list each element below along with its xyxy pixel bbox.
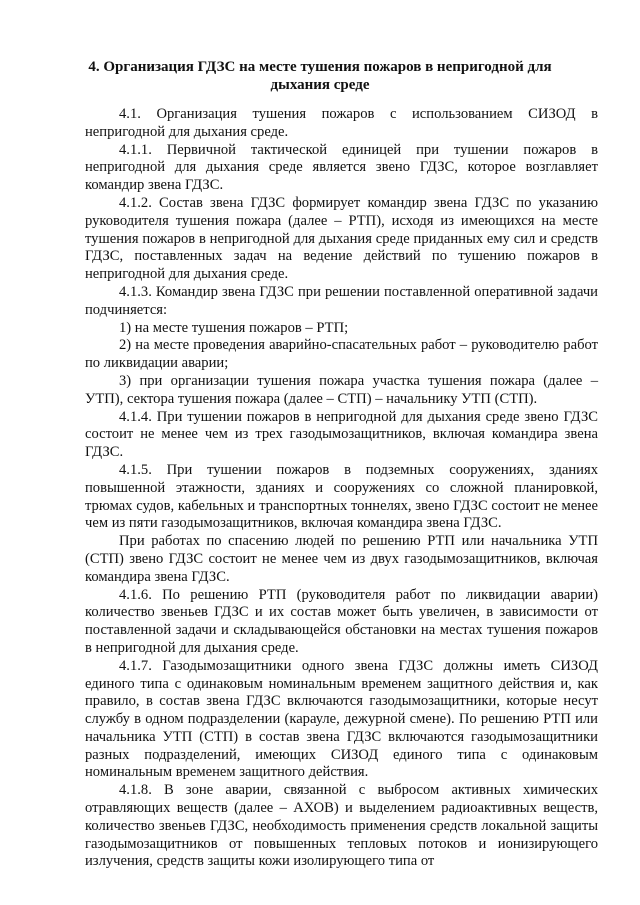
paragraph-rescue-note: При работах по спасению людей по решению РТП или начальника УТП (СТП) звено ГДЗС состоит не менее чем из двух газодымозащитников, включая командира звена ГДЗС. [85, 533, 598, 585]
paragraph-4-1-2: 4.1.2. Состав звена ГДЗС формирует командир звена ГДЗС по указанию руководителя тушения пожара (далее – РТП), исходя из имеющихся на месте тушения пожаров в непригодной для дыхания среде приданных ему сил и средств ГДЗС, поставленных задач на ведение действий по тушению пожаров в непригодной для дыхания среде. [85, 194, 598, 283]
list-item-1: 1) на месте тушения пожаров – РТП; [119, 319, 349, 336]
paragraph-4-1-8: 4.1.8. В зоне аварии, связанной с выбросом активных химических отравляющих веществ (далее – АХОВ) и выделением радиоактивных веществ, количество звеньев ГДЗС, необходимость применения средств локальной защиты газодымозащитников от повышенных тепловых потоков и ионизирующего излучения, средств защиты кожи изолирующего типа от [85, 782, 598, 870]
paragraph-4-1: 4.1. Организация тушения пожаров с использованием СИЗОД в непригодной для дыхания среде. [85, 106, 598, 140]
paragraph-4-1-3: 4.1.3. Командир звена ГДЗС при решении поставленной оперативной задачи подчиняется: [85, 283, 598, 318]
paragraph-4-1-1: 4.1.1. Первичной тактической единицей при тушении пожаров в непригодной для дыхания среде является звено ГДЗС, которое возглавляет командир звена ГДЗС. [85, 141, 598, 194]
section-title: 4. Организация ГДЗС на месте тушения пожаров в непригодной для дыхания среде [88, 59, 552, 93]
paragraph-4-1-7: 4.1.7. Газодымозащитники одного звена ГДЗС должны иметь СИЗОД единого типа с одинаковым номинальным временем защитного действия и, как правило, в состав звена ГДЗС включаются газодымозащитники, которые несут службу в одном подразделении (карауле, дежурной смене). По решению РТП или начальника УТП (СТП) в состав звена ГДЗС включаются газодымозащитники разных подразделений, имеющих СИЗОД единого типа с одинаковым номинальным временем защитного действия. [85, 657, 598, 781]
document-body [85, 106, 598, 871]
paragraph-4-1-6: 4.1.6. По решению РТП (руководителя работ по ликвидации аварии) количество звеньев ГДЗС и их состав может быть увеличен, в зависимости от поставленной задачи и складывающейся обстановки на местах тушения пожаров в непригодной для дыхания среде. [85, 586, 598, 656]
paragraph-4-1-5: 4.1.5. При тушении пожаров в подземных сооружениях, зданиях повышенной этажности, зданиях и сооружениях со сложной планировкой, трюмах судов, кабельных и транспортных тоннелях, звено ГДЗС состоит не менее чем из пяти газодымозащитников, включая командира звена ГДЗС. [85, 461, 598, 532]
paragraph-4-1-4: 4.1.4. При тушении пожаров в непригодной для дыхания среде звено ГДЗС состоит не менее чем из трех газодымозащитников, включая командира звена ГДЗС. [85, 408, 598, 461]
list-item-3: 3) при организации тушения пожара участка тушения пожара (далее – УТП), сектора тушения пожара (далее – СТП) – начальнику УТП (СТП). [85, 372, 598, 407]
list-item-2: 2) на месте проведения аварийно-спасательных работ – руководителю работ по ликвидации аварии; [85, 337, 598, 372]
